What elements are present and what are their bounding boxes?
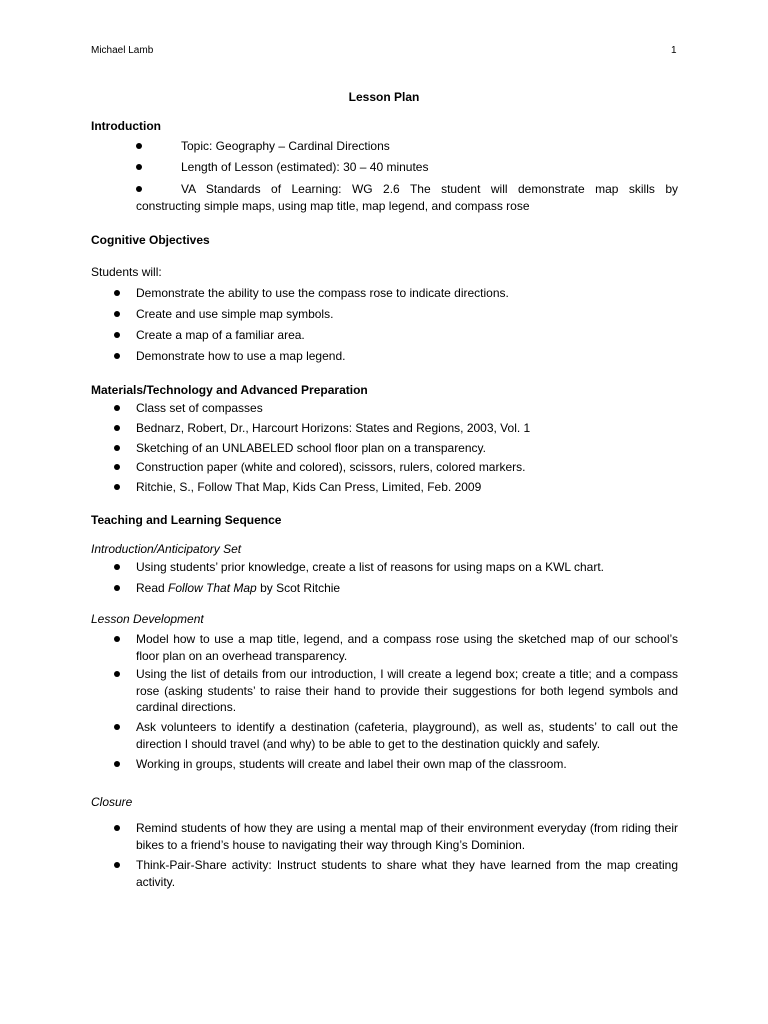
materials-item: Bednarz, Robert, Dr., Harcourt Horizons: States and Regions, 2003, Vol. 1 bbox=[136, 421, 531, 435]
materials-item: Construction paper (white and colored), scissors, rulers, colored markers. bbox=[136, 460, 526, 474]
development-item: Using the list of details from our introduction, I will create a legend box; create a title; and a compass rose (asking students’ to raise their hand to provide their suggestions for both legend symbols and cardinal directions. bbox=[136, 667, 678, 714]
cognitive-item: Demonstrate how to use a map legend. bbox=[136, 349, 346, 363]
intro-length: Length of Lesson (estimated): 30 – 40 minutes bbox=[181, 160, 429, 174]
cognitive-item: Create and use simple map symbols. bbox=[136, 307, 334, 321]
closure-item: Think-Pair-Share activity: Instruct students to share what they have learned from the map creating activity. bbox=[136, 858, 678, 889]
materials-item: Class set of compasses bbox=[136, 401, 263, 415]
development-item: Working in groups, students will create and label their own map of the classroom. bbox=[136, 757, 567, 771]
introduction-heading: Introduction bbox=[91, 119, 161, 133]
intro-standards-line1: VA Standards of Learning: WG 2.6 The student will demonstrate map skills by bbox=[181, 182, 678, 196]
book-title: Follow That Map bbox=[168, 581, 257, 595]
cognitive-item: Demonstrate the ability to use the compass rose to indicate directions. bbox=[136, 286, 509, 300]
read-suffix: by Scot Ritchie bbox=[256, 581, 341, 595]
anticipatory-heading: Introduction/Anticipatory Set bbox=[91, 542, 242, 556]
materials-heading: Materials/Technology and Advanced Preparation bbox=[91, 383, 368, 397]
anticipatory-item-read bbox=[136, 580, 678, 597]
anticipatory-item: Using students’ prior knowledge, create a list of reasons for using maps on a KWL chart. bbox=[136, 560, 605, 574]
development-item: Model how to use a map title, legend, and a compass rose using the sketched map of our school’s floor plan on an overhead transparency. bbox=[136, 632, 678, 663]
read-prefix: Read bbox=[136, 581, 169, 595]
closure-heading: Closure bbox=[91, 795, 133, 809]
header-page-number: 1 bbox=[671, 45, 677, 56]
document-title: Lesson Plan bbox=[348, 90, 420, 104]
intro-topic: Topic: Geography – Cardinal Directions bbox=[181, 139, 390, 153]
cognitive-lead: Students will: bbox=[91, 265, 162, 279]
closure-item: Remind students of how they are using a mental map of their environment everyday (from riding their bikes to a friend’s house to navigating their way through King’s Dominion. bbox=[136, 821, 678, 852]
header-author: Michael Lamb bbox=[91, 45, 154, 56]
sequence-heading: Teaching and Learning Sequence bbox=[91, 513, 282, 527]
intro-standards-line2: constructing simple maps, using map title, map legend, and compass rose bbox=[136, 199, 530, 213]
cognitive-heading: Cognitive Objectives bbox=[91, 233, 210, 247]
cognitive-item: Create a map of a familiar area. bbox=[136, 328, 305, 342]
materials-item: Ritchie, S., Follow That Map, Kids Can Press, Limited, Feb. 2009 bbox=[136, 480, 482, 494]
intro-standards bbox=[136, 181, 678, 215]
development-heading: Lesson Development bbox=[91, 612, 204, 626]
materials-item: Sketching of an UNLABELED school floor plan on a transparency. bbox=[136, 441, 486, 455]
development-item: Ask volunteers to identify a destination (cafeteria, playground), as well as, students’ to call out the direction I should travel (and why) to be able to get to the destination quickly and safely. bbox=[136, 720, 678, 751]
